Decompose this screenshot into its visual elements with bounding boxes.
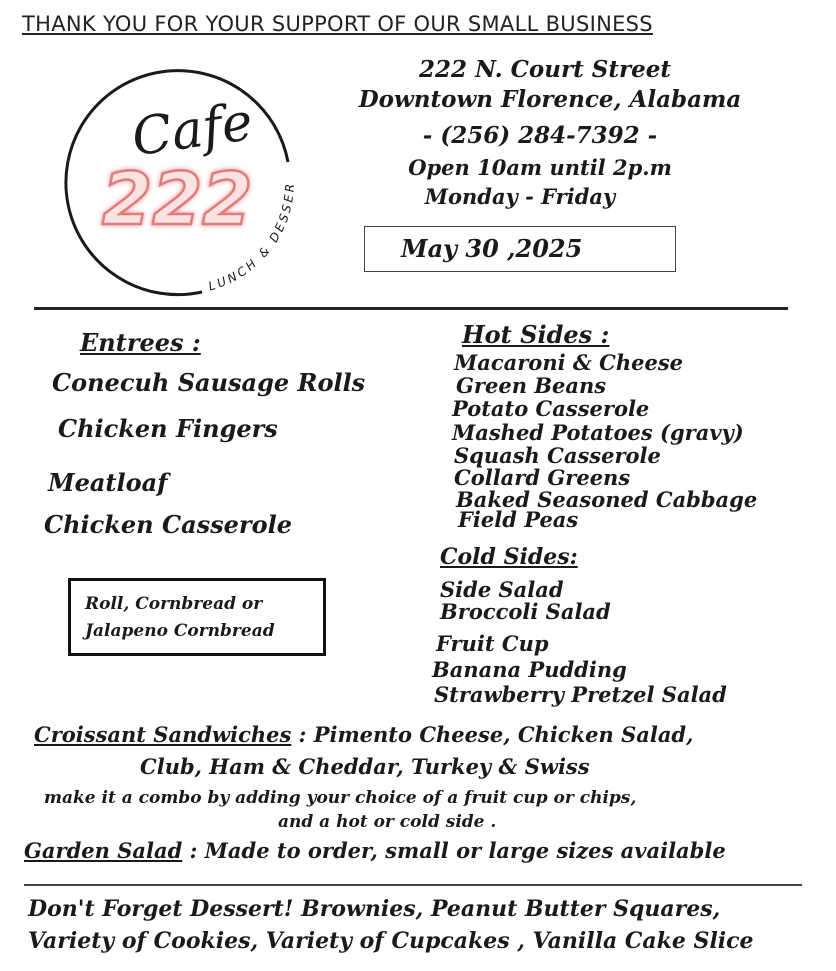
hot-side-item: Green Beans (456, 373, 607, 398)
cold-side-item: Banana Pudding (432, 657, 627, 682)
cafe-logo (52, 52, 312, 312)
entree-item: Chicken Fingers (58, 414, 278, 443)
entrees-heading: Entrees : (80, 328, 201, 357)
bread-options-box (68, 578, 326, 656)
street-address: 222 N. Court Street (419, 56, 671, 83)
sandwiches-line (34, 722, 693, 747)
days: Monday - Friday (424, 184, 616, 209)
logo-graphic (52, 52, 312, 312)
hot-side-item: Squash Casserole (454, 443, 661, 468)
hot-side-item: Collard Greens (454, 465, 631, 490)
hot-side-item: Mashed Potatoes (gravy) (452, 420, 744, 445)
cold-side-item: Fruit Cup (436, 631, 549, 656)
sandwiches-list-2: Club, Ham & Cheddar, Turkey & Swiss (140, 754, 590, 779)
phone-number: - (256) 284-7392 - (422, 122, 658, 149)
sandwiches-list-1: : Pimento Cheese, Chicken Salad, (298, 722, 694, 747)
bread-line: Jalapeno Cornbread (85, 621, 275, 641)
hot-sides-heading: Hot Sides : (462, 320, 610, 349)
bread-line: Roll, Cornbread or (85, 594, 263, 614)
cold-side-item: Broccoli Salad (440, 599, 611, 624)
hot-side-item: Macaroni & Cheese (454, 350, 684, 375)
garden-salad-heading: Garden Salad (24, 838, 183, 863)
top-divider (34, 307, 788, 310)
cold-side-item: Side Salad (440, 577, 564, 602)
logo-number: 222 (102, 157, 253, 241)
hot-side-item: Potato Casserole (452, 396, 650, 421)
dessert-line-1: Don't Forget Dessert! Brownies, Peanut Butter Squares, (28, 896, 721, 922)
combo-note-2: and a hot or cold side . (278, 812, 497, 832)
cold-side-item: Strawberry Pretzel Salad (434, 682, 727, 707)
cold-sides-heading: Cold Sides: (440, 544, 578, 570)
hot-side-item: Baked Seasoned Cabbage (456, 487, 758, 512)
entree-item: Conecuh Sausage Rolls (52, 368, 366, 397)
hours: Open 10am until 2p.m (408, 155, 672, 180)
dessert-line-2: Variety of Cookies, Variety of Cupcakes , Vanilla Cake Slice (28, 928, 754, 954)
garden-salad-line (24, 838, 726, 863)
menu-date: May 30 ,2025 (364, 226, 676, 272)
combo-note: make it a combo by adding your choice of a fruit cup or chips, (44, 788, 637, 808)
thank-you-banner: THANK YOU FOR YOUR SUPPORT OF OUR SMALL BUSINESS (22, 12, 653, 36)
hot-side-item: Field Peas (458, 507, 579, 532)
logo-cafe-text: Cafe (128, 92, 257, 169)
garden-salad-text: : Made to order, small or large sizes available (189, 838, 726, 863)
city-address: Downtown Florence, Alabama (358, 86, 742, 113)
bottom-divider (24, 884, 802, 886)
sandwiches-heading: Croissant Sandwiches (34, 722, 292, 747)
entree-item: Chicken Casserole (44, 510, 292, 539)
logo-tagline-path: LUNCH & DESSER (206, 180, 298, 294)
entree-item: Meatloaf (48, 468, 168, 497)
